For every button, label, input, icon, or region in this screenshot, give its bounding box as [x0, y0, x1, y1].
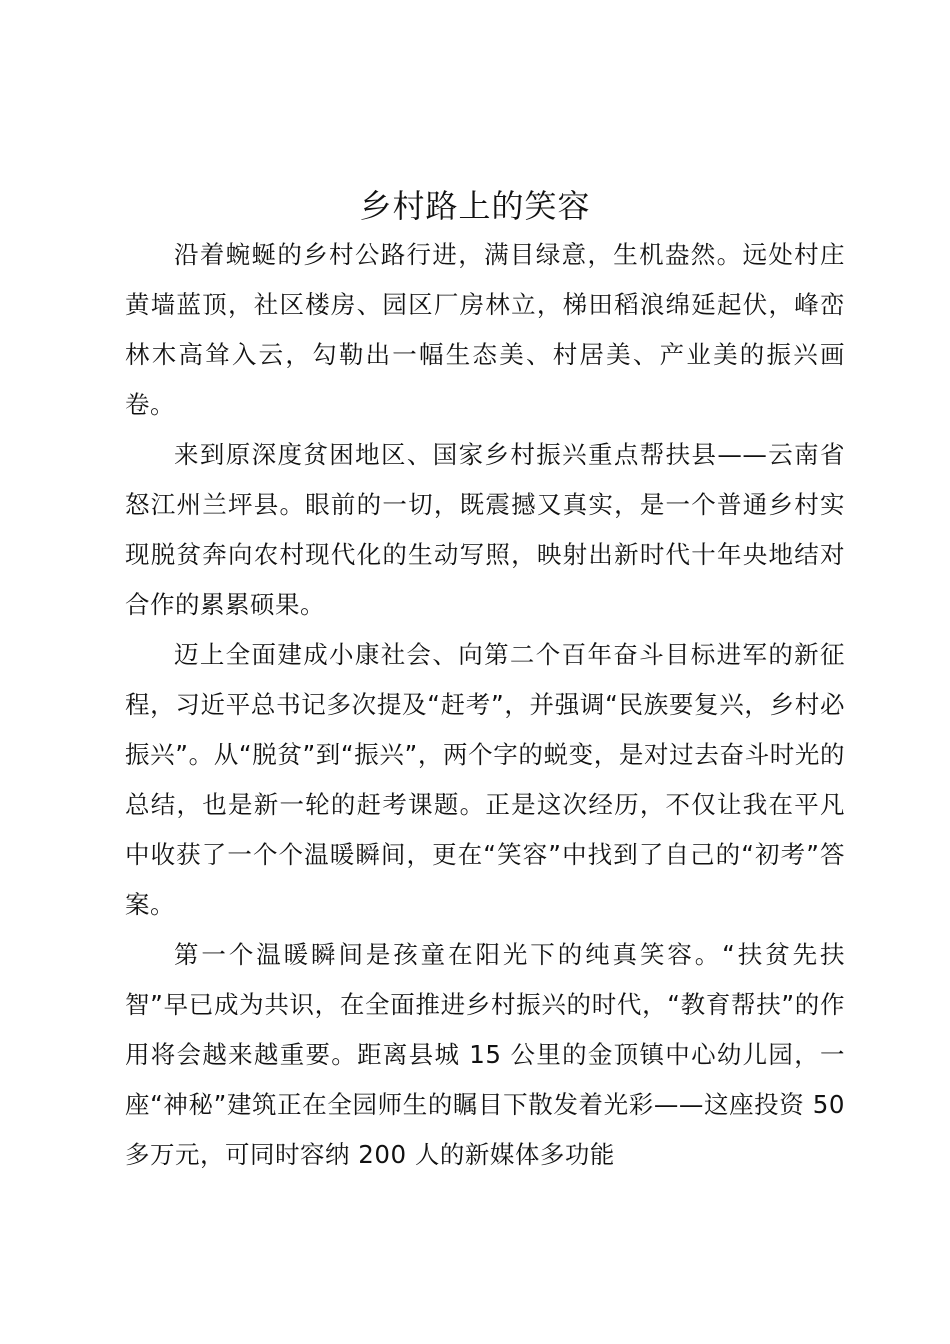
paragraph-1: 沿着蜿蜒的乡村公路行进，满目绿意，生机盎然。远处村庄黄墙蓝顶，社区楼房、园区厂房林立，梯田稻浪绵延起伏，峰峦林木高耸入云，勾勒出一幅生态美、村居美、产业美的振兴画卷。	[125, 240, 845, 419]
document-title: 乡村路上的笑容	[359, 187, 591, 225]
paragraph-3: 迈上全面建成小康社会、向第二个百年奋斗目标进军的新征程，习近平总书记多次提及“赶考”，并强调“民族要复兴，乡村必振兴”。从“脱贫”到“振兴”，两个字的蜕变，是对过去奋斗时光的总结，也是新一轮的赶考课题。正是这次经历，不仅让我在平凡中收获了一个个温暖瞬间，更在“笑容”中找到了自己的“初考”答案。	[125, 640, 845, 919]
paragraph-2: 来到原深度贫困地区、国家乡村振兴重点帮扶县——云南省怒江州兰坪县。眼前的一切，既震撼又真实，是一个普通乡村实现脱贫奔向农村现代化的生动写照，映射出新时代十年央地结对合作的累累硕果。	[125, 440, 845, 619]
paragraph-4: 第一个温暖瞬间是孩童在阳光下的纯真笑容。“扶贫先扶智”早已成为共识，在全面推进乡村振兴的时代，“教育帮扶”的作用将会越来越重要。距离县城 15 公里的金顶镇中心幼儿园，一座“神秘”建筑正在全园师生的瞩目下散发着光彩——这座投资 50 多万元，可同时容纳 200 人的新媒体多功能	[125, 940, 845, 1169]
document-body	[125, 230, 845, 1180]
